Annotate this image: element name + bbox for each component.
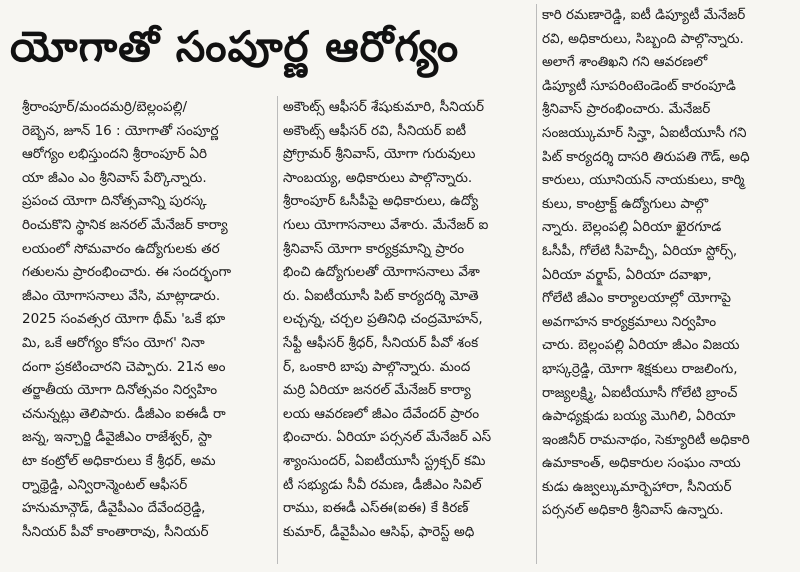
text-line: కారి రమణారెడ్డి, ఐటీ డిప్యూటీ మేనేజర్: [542, 7, 746, 23]
text-line: భించారు. ఏరియా పర్సనల్ మేనేజర్ ఎస్: [283, 429, 492, 446]
text-line: దంగా ప్రకటించారని చెప్పారు. 21న అం: [22, 358, 226, 375]
text-line: మర్రి ఏరియా జనరల్ మేనేజర్ కార్యా: [283, 382, 471, 399]
text-line: డిప్యూటీ సూపరింటెండెంట్ కారంపూడి: [542, 77, 736, 94]
text-line: శ్రీనివాస్ యోగా కార్యక్రమాన్ని ప్రారం: [283, 240, 465, 257]
text-line: భించి ఉద్యోగులతో యోగాసనాలు వేశా: [283, 264, 480, 281]
text-line: సేఫ్టీ ఆఫీసర్ శ్రీధర్, సీనియర్ పీవో శంక: [283, 334, 479, 351]
text-line: కులు, కాంట్రాక్ట్ ఉద్యోగులు పాల్గొ: [542, 195, 709, 212]
text-line: ఓసీపీ, గోలేటి సీహెచ్పీ, ఏరియా స్టోర్స్,: [542, 242, 738, 259]
text-line: రు. ఏఐటీయూసీ పిట్ కార్యదర్శి మోతె: [283, 287, 479, 304]
text-line: ఇంజినీర్ రామనాథం, సెక్యూరిటీ అధికారి: [542, 431, 750, 448]
text-line: లయ ఆవరణలో జీఎం దేవేందర్ ప్రారం: [283, 405, 480, 422]
text-line: ప్రోగ్రామర్ శ్రీనివాస్, యోగా గురువులు: [283, 146, 476, 163]
text-line: ఉమాకాంత్, అధికారుల సంఘం నాయ: [542, 455, 741, 472]
text-line: టా కంట్రోల్ అధికారులు కే శ్రీధర్, అమ: [22, 452, 216, 469]
text-line: గోలేటి జీఎం కార్యాలయాల్లో యోగాపై: [542, 290, 732, 307]
text-line: మి, ఒకే ఆరోగ్యం కోసం యోగ' నినా: [22, 334, 205, 351]
column-divider-1: [277, 96, 278, 564]
text-line: యా జీఎం ఎం శ్రీనివాస్ పేర్కొన్నారు.: [22, 169, 207, 186]
text-line: రెబ్బెన, జూన్ 16 : యోగాతో సంపూర్ణ: [22, 122, 219, 139]
column-divider-2: [536, 4, 537, 564]
text-line: చనున్నట్లు తెలిపారు. డీజీఎం ఐఈడీ రా: [22, 405, 226, 422]
text-line: ర్, ఒంకారి బాపు పాల్గొన్నారు. మంద: [283, 358, 471, 375]
text-line: 2025 సంవత్సర యోగా థీమ్ 'ఒకే భూ: [22, 311, 226, 328]
text-line: అలాగే శాంతిఖని గని ఆవరణలో: [542, 54, 708, 71]
text-line: ఏరియా వర్క్షాప్, ఏరియా దవాఖా,: [542, 266, 712, 283]
text-line: శ్యాంసుందర్, ఏఐటీయూసీ స్ట్రక్చర్ కమి: [283, 452, 486, 469]
text-line: న్నారు. బెల్లంపల్లి ఏరియా ఖైరగూడ: [542, 219, 722, 236]
text-line: జీఎం యోగాసనాలు వేసి, మాట్లాడారు.: [22, 287, 221, 304]
article-column-3: [542, 4, 792, 523]
text-line: ప్రపంచ యోగా దినోత్సవాన్ని పురస్క: [22, 193, 207, 210]
text-line: అకౌంట్స్ ఆఫీసర్ రవి, సీనియర్ ఐటీ: [283, 122, 467, 139]
text-line: టీ సభ్యుడు సీవీ రమణ, డీజీఎం సివిల్: [283, 476, 482, 493]
text-line: కుమార్, డీవైపీఎం ఆసిఫ్, ఫారెస్ట్ అధి: [283, 523, 475, 540]
text-line: పర్సనల్ అధికారి శ్రీనివాస్ ఉన్నారు.: [542, 502, 724, 519]
text-line: రాజ్యలక్ష్మి, ఏఐటీయూసీ గోలేటి బ్రాంచ్: [542, 384, 738, 401]
text-line: శ్రీరాంపూర్ ఓసీపీపై అధికారులు, ఉద్యో: [283, 193, 479, 210]
text-line: అకౌంట్స్ ఆఫీసర్ శేషుకుమారి, సీనియర్: [283, 99, 484, 115]
text-line: సాంబయ్య, అధికారులు పాల్గొన్నారు.: [283, 169, 473, 186]
text-line: లచ్చన్న, చర్చల ప్రతినిధి చంద్రమోహన్,: [283, 311, 483, 328]
text-line: రాము, ఐఈడీ ఎస్ఈ(ఐఈ) కే కిరణ్: [283, 500, 469, 517]
text-line: లయంలో సోమవారం ఉద్యోగులకు తర: [22, 240, 220, 257]
headline: యోగాతో సంపూర్ణ ఆరోగ్యం: [10, 22, 460, 71]
text-line: కారులు, యూనియన్ నాయకులు, కార్మి: [542, 172, 745, 189]
text-line: గతులను ప్రారంభించారు. ఈ సందర్భంగా: [22, 264, 232, 281]
text-line: శ్రీనివాస్ ప్రారంభించారు. మేనేజర్: [542, 101, 711, 118]
text-line: హనుమాన్గౌడ్, డీవైపీఎం దేవేందర్రెడ్డి,: [22, 500, 206, 517]
text-line: ఆరోగ్యం లభిస్తుందని శ్రీరాంపూర్ ఏరి: [22, 146, 208, 163]
text-line: పిట్ కార్యదర్శి దాసరి తిరుపతి గౌడ్, అధి: [542, 148, 750, 165]
text-line: భాస్కర్రెడ్డి, యోగా శిక్షకులు రాజలింగు,: [542, 360, 738, 377]
text-line: ఉపాధ్యక్షుడు బయ్య మొగిలి, ఏరియా: [542, 408, 736, 425]
text-line: చారు. బెల్లంపల్లి ఏరియా జీఎం విజయ: [542, 337, 740, 354]
text-line: రవి, అధికారులు, సిబ్బంది పాల్గొన్నారు.: [542, 30, 744, 47]
text-line: ర్నాథ్రెడ్డి, ఎన్విరాన్మెంటల్ ఆఫీసర్: [22, 476, 188, 493]
text-line: సంజయ్కుమార్ సిన్హా, ఏఐటీయూసీ గని: [542, 124, 747, 141]
text-line: అవగాహన కార్యక్రమాలు నిర్వహిం: [542, 313, 717, 330]
article-column-2: [283, 96, 530, 544]
text-line: రించుకొని స్థానిక జనరల్ మేనేజర్ కార్యా: [22, 216, 228, 233]
text-line: జన్న, ఇన్చార్జి డీవైజీఎం రాజేశ్వర్, స్టా: [22, 429, 212, 446]
text-line: సీనియర్ పీవో కాంతారావు, సీనియర్: [22, 523, 209, 540]
text-line: గులు యోగాసనాలు వేశారు. మేనేజర్ ఐ: [283, 216, 489, 233]
text-line: తర్జాతీయ యోగా దినోత్సవం నిర్వహిం: [22, 382, 218, 399]
text-line: కుడు ఉజ్వల్కుమార్బెహారా, సీనియర్: [542, 478, 732, 495]
article-column-1: [22, 96, 272, 544]
text-line: శ్రీరాంపూర్/మందమర్రి/బెల్లంపల్లి/: [22, 99, 188, 115]
